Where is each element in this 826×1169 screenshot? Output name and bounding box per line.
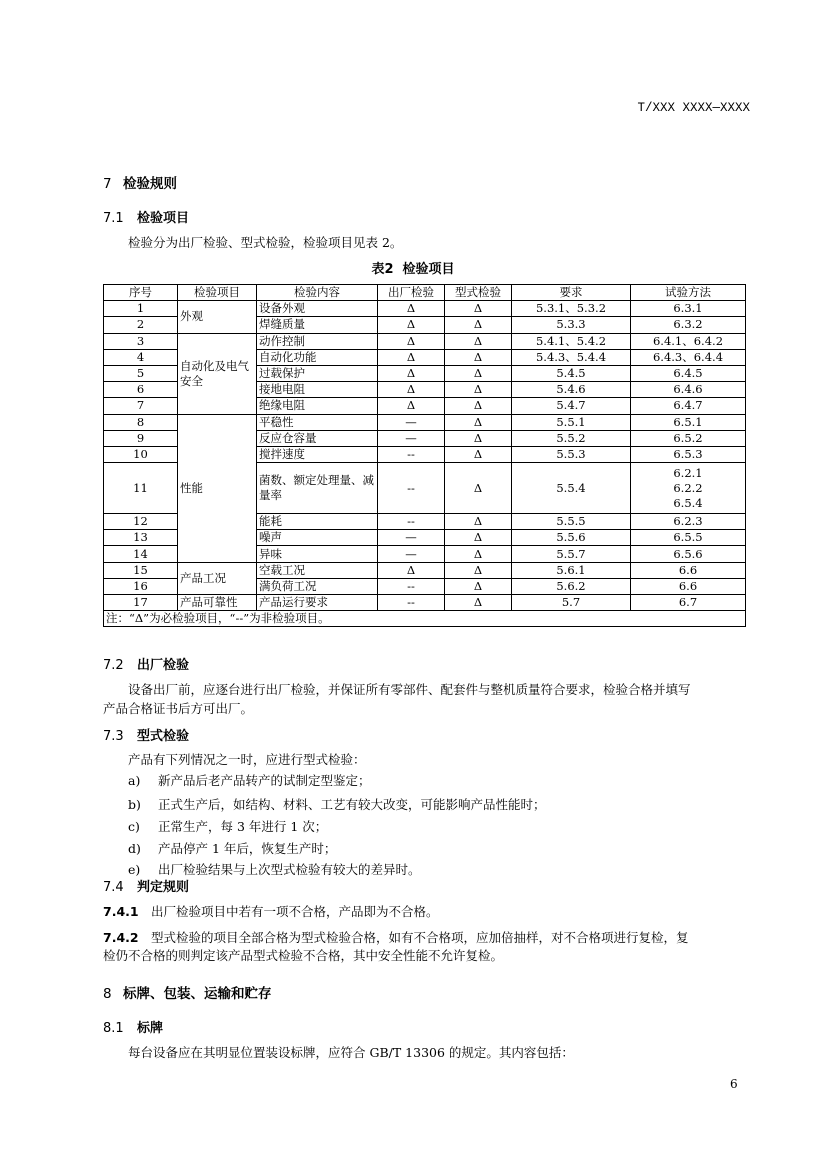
cell-type: Δ xyxy=(445,446,512,462)
cell-group: 性能 xyxy=(178,414,257,562)
table-row xyxy=(104,562,746,578)
section-8-heading xyxy=(103,982,272,1002)
cell-content: 产品运行要求 xyxy=(257,595,378,611)
cell-type: Δ xyxy=(445,430,512,446)
paragraph: 产品有下列情况之一时，应进行型式检验： xyxy=(128,752,366,767)
cell-no: 12 xyxy=(104,514,178,530)
cell-factory: Δ xyxy=(378,398,445,414)
cell-group: 外观 xyxy=(178,301,257,333)
cell-factory: Δ xyxy=(378,365,445,381)
cell-content: 噪声 xyxy=(257,530,378,546)
cell-type: Δ xyxy=(445,530,512,546)
method-line: 6.5.4 xyxy=(673,495,703,510)
cell-requirement: 5.5.4 xyxy=(512,463,631,514)
cell-content: 接地电阻 xyxy=(257,382,378,398)
section-title: 标牌 xyxy=(137,1021,164,1036)
cell-type: Δ xyxy=(445,349,512,365)
cell-content: 满负荷工况 xyxy=(257,578,378,594)
cell-type: Δ xyxy=(445,333,512,349)
cell-factory: -- xyxy=(378,446,445,462)
cell-no: 10 xyxy=(104,446,178,462)
cell-factory: Δ xyxy=(378,562,445,578)
section-number: 7.4 xyxy=(103,880,124,895)
cell-content: 绝缘电阻 xyxy=(257,398,378,414)
cell-no: 2 xyxy=(104,317,178,333)
section-8-1-heading xyxy=(103,1017,163,1036)
section-7-1-heading xyxy=(103,207,189,226)
cell-method: 6.4.1、6.4.2 xyxy=(631,333,746,349)
cell-no: 1 xyxy=(104,301,178,317)
list-marker: d) xyxy=(128,841,141,856)
cell-factory: Δ xyxy=(378,333,445,349)
table-row xyxy=(104,595,746,611)
method-line: 6.2.2 xyxy=(673,480,703,495)
cell-factory: — xyxy=(378,546,445,562)
cell-content: 平稳性 xyxy=(257,414,378,430)
cell-no: 8 xyxy=(104,414,178,430)
cell-method: 6.5.5 xyxy=(631,530,746,546)
cell-method: 6.3.1 xyxy=(631,301,746,317)
section-title: 判定规则 xyxy=(137,880,190,895)
paragraph: 检验分为出厂检验、型式检验，检验项目见表 2。 xyxy=(128,235,403,250)
list-item xyxy=(128,839,336,857)
column-header: 型式检验 xyxy=(445,285,512,301)
cell-content: 焊缝质量 xyxy=(257,317,378,333)
cell-factory: -- xyxy=(378,578,445,594)
cell-group: 自动化及电气安全 xyxy=(178,333,257,414)
cell-method: 6.2.3 xyxy=(631,514,746,530)
cell-no: 16 xyxy=(104,578,178,594)
section-number: 7.3 xyxy=(103,729,124,744)
cell-no: 14 xyxy=(104,546,178,562)
section-7-3-heading xyxy=(103,725,189,744)
cell-content: 设备外观 xyxy=(257,301,378,317)
cell-method: 6.5.6 xyxy=(631,546,746,562)
paragraph-continuation: 产品合格证书后方可出厂。 xyxy=(103,701,254,716)
cell-type: Δ xyxy=(445,382,512,398)
list-item xyxy=(128,771,371,789)
section-title: 标牌、包装、运输和贮存 xyxy=(123,986,272,1002)
cell-no: 4 xyxy=(104,349,178,365)
doc-code-header: T/XXX XXXX—XXXX xyxy=(637,101,750,115)
cell-method: 6.7 xyxy=(631,595,746,611)
cell-factory: — xyxy=(378,430,445,446)
column-header: 试验方法 xyxy=(631,285,746,301)
cell-type: Δ xyxy=(445,398,512,414)
cell-method-multi xyxy=(631,463,746,514)
cell-requirement: 5.4.1、5.4.2 xyxy=(512,333,631,349)
clause-7-4-1 xyxy=(103,902,439,920)
paragraph-continuation: 检仍不合格的则判定该产品型式检验不合格，其中安全性能不允许复检。 xyxy=(103,948,504,963)
cell-requirement: 5.5.5 xyxy=(512,514,631,530)
list-text: 产品停产 1 年后，恢复生产时； xyxy=(158,841,337,856)
cell-no: 3 xyxy=(104,333,178,349)
list-item xyxy=(128,817,327,835)
section-7-heading xyxy=(103,172,177,192)
table-caption-number: 表2 xyxy=(371,262,394,277)
column-header: 序号 xyxy=(104,285,178,301)
cell-method: 6.5.3 xyxy=(631,446,746,462)
table-row xyxy=(104,414,746,430)
cell-method: 6.6 xyxy=(631,562,746,578)
cell-content: 过载保护 xyxy=(257,365,378,381)
section-7-2-heading xyxy=(103,654,189,673)
cell-method: 6.3.2 xyxy=(631,317,746,333)
cell-method: 6.5.1 xyxy=(631,414,746,430)
cell-no: 13 xyxy=(104,530,178,546)
list-item xyxy=(128,795,546,813)
cell-no: 17 xyxy=(104,595,178,611)
cell-factory: -- xyxy=(378,463,445,514)
table-note: 注：“Δ”为必检验项目，“--”为非检验项目。 xyxy=(104,611,746,627)
cell-content: 异味 xyxy=(257,546,378,562)
section-title: 出厂检验 xyxy=(137,658,190,673)
cell-requirement: 5.4.5 xyxy=(512,365,631,381)
cell-method: 6.5.2 xyxy=(631,430,746,446)
table-row xyxy=(104,301,746,317)
cell-method: 6.4.5 xyxy=(631,365,746,381)
section-number: 8.1 xyxy=(103,1021,124,1036)
cell-type: Δ xyxy=(445,317,512,333)
section-title: 型式检验 xyxy=(137,729,190,744)
cell-type: Δ xyxy=(445,463,512,514)
table-caption-title: 检验项目 xyxy=(402,262,455,277)
clause-text: 出厂检验项目中若有一项不合格，产品即为不合格。 xyxy=(151,904,439,919)
cell-content: 空载工况 xyxy=(257,562,378,578)
cell-type: Δ xyxy=(445,301,512,317)
cell-factory: Δ xyxy=(378,301,445,317)
table-header-row xyxy=(104,285,746,301)
cell-factory: Δ xyxy=(378,317,445,333)
cell-type: Δ xyxy=(445,595,512,611)
cell-type: Δ xyxy=(445,514,512,530)
cell-type: Δ xyxy=(445,562,512,578)
cell-content: 自动化功能 xyxy=(257,349,378,365)
list-marker: a) xyxy=(128,773,141,788)
cell-requirement: 5.7 xyxy=(512,595,631,611)
clause-7-4-2 xyxy=(103,928,689,946)
section-number: 7.1 xyxy=(103,211,124,226)
cell-type: Δ xyxy=(445,365,512,381)
inspection-items-table xyxy=(103,284,746,627)
list-marker: b) xyxy=(128,797,141,812)
cell-no: 6 xyxy=(104,382,178,398)
list-marker: e) xyxy=(128,862,141,877)
cell-factory: — xyxy=(378,530,445,546)
list-text: 正常生产，每 3 年进行 1 次； xyxy=(158,819,328,834)
cell-requirement: 5.6.1 xyxy=(512,562,631,578)
list-marker: c) xyxy=(128,819,140,834)
cell-content: 搅拌速度 xyxy=(257,446,378,462)
cell-requirement: 5.4.6 xyxy=(512,382,631,398)
cell-method: 6.6 xyxy=(631,578,746,594)
cell-requirement: 5.5.3 xyxy=(512,446,631,462)
table-row xyxy=(104,333,746,349)
cell-requirement: 5.5.7 xyxy=(512,546,631,562)
cell-no: 9 xyxy=(104,430,178,446)
cell-no: 11 xyxy=(104,463,178,514)
clause-number: 7.4.1 xyxy=(103,904,139,919)
cell-factory: -- xyxy=(378,514,445,530)
cell-method: 6.4.3、6.4.4 xyxy=(631,349,746,365)
cell-factory: -- xyxy=(378,595,445,611)
cell-factory: — xyxy=(378,414,445,430)
cell-group: 产品可靠性 xyxy=(178,595,257,611)
column-header: 出厂检验 xyxy=(378,285,445,301)
cell-requirement: 5.4.7 xyxy=(512,398,631,414)
clause-text: 型式检验的项目全部合格为型式检验合格，如有不合格项，应加倍抽样，对不合格项进行复检，复 xyxy=(151,930,689,945)
paragraph: 每台设备应在其明显位置装设标牌，应符合 GB/T 13306 的规定。其内容包括： xyxy=(128,1045,574,1060)
list-text: 新产品后老产品转产的试制定型鉴定； xyxy=(158,773,371,788)
section-number: 8 xyxy=(103,986,112,1002)
cell-method: 6.4.7 xyxy=(631,398,746,414)
cell-no: 15 xyxy=(104,562,178,578)
method-line: 6.2.1 xyxy=(673,465,703,480)
section-7-4-heading xyxy=(103,876,189,895)
cell-content: 动作控制 xyxy=(257,333,378,349)
list-text: 正式生产后，如结构、材料、工艺有较大改变，可能影响产品性能时； xyxy=(158,797,546,812)
cell-requirement: 5.4.3、5.4.4 xyxy=(512,349,631,365)
section-title: 检验项目 xyxy=(137,211,190,226)
cell-requirement: 5.3.1、5.3.2 xyxy=(512,301,631,317)
clause-number: 7.4.2 xyxy=(103,930,139,945)
cell-requirement: 5.5.1 xyxy=(512,414,631,430)
table-note-row xyxy=(104,611,746,627)
list-text: 出厂检验结果与上次型式检验有较大的差异时。 xyxy=(158,862,421,877)
cell-group: 产品工况 xyxy=(178,562,257,594)
cell-content: 反应仓容量 xyxy=(257,430,378,446)
page-number: 6 xyxy=(730,1077,738,1091)
cell-content: 能耗 xyxy=(257,514,378,530)
paragraph: 设备出厂前，应逐台进行出厂检验，并保证所有零部件、配套件与整机质量符合要求，检验合格并填写 xyxy=(128,682,691,697)
cell-no: 5 xyxy=(104,365,178,381)
cell-type: Δ xyxy=(445,578,512,594)
cell-requirement: 5.3.3 xyxy=(512,317,631,333)
cell-content: 菌数、额定处理量、减量率 xyxy=(257,463,378,514)
cell-requirement: 5.5.2 xyxy=(512,430,631,446)
cell-requirement: 5.6.2 xyxy=(512,578,631,594)
cell-factory: Δ xyxy=(378,349,445,365)
column-header: 要求 xyxy=(512,285,631,301)
cell-requirement: 5.5.6 xyxy=(512,530,631,546)
column-header: 检验项目 xyxy=(178,285,257,301)
cell-factory: Δ xyxy=(378,382,445,398)
column-header: 检验内容 xyxy=(257,285,378,301)
cell-type: Δ xyxy=(445,414,512,430)
cell-type: Δ xyxy=(445,546,512,562)
table-caption xyxy=(0,258,826,277)
section-number: 7.2 xyxy=(103,658,124,673)
section-title: 检验规则 xyxy=(123,176,177,192)
cell-method: 6.4.6 xyxy=(631,382,746,398)
cell-no: 7 xyxy=(104,398,178,414)
section-number: 7 xyxy=(103,176,112,192)
